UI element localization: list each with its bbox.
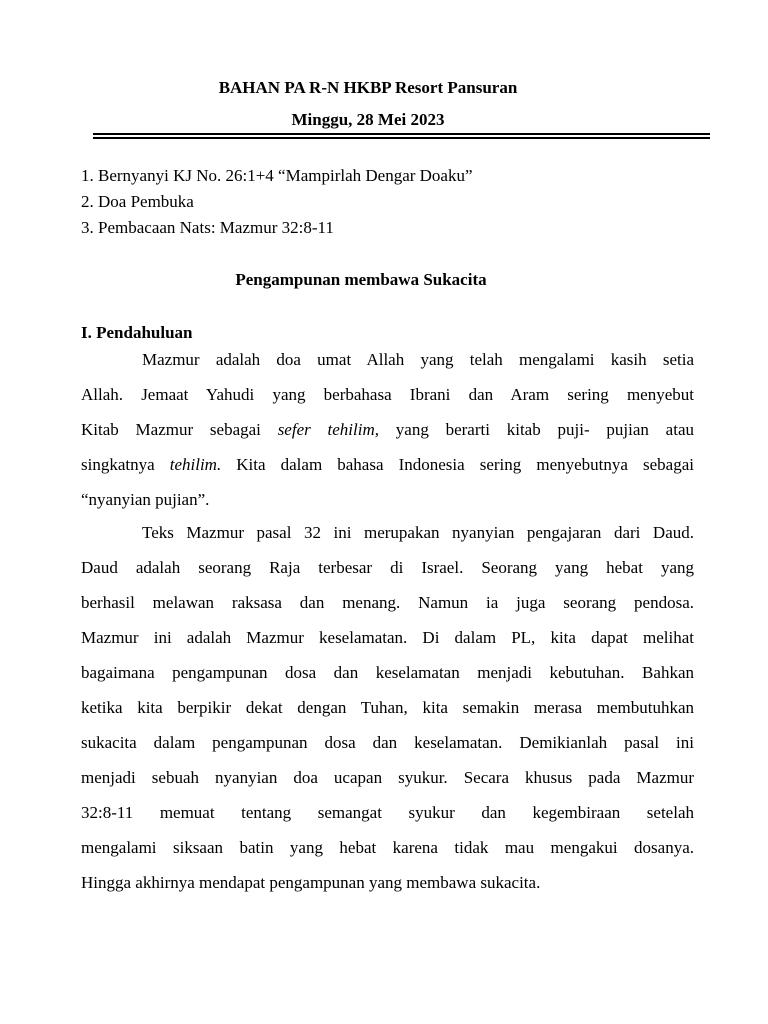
paragraph-introduction-2 [81, 515, 694, 900]
paragraph-line [81, 412, 694, 447]
paragraph-line [81, 447, 694, 482]
paragraph-line: berhasil melawan raksasa dan menang. Namun ia juga seorang pendosa. [81, 593, 694, 612]
text-run: singkatnya [81, 455, 170, 474]
paragraph-line: Daud adalah seorang Raja terbesar di Israel. Seorang yang hebat yang [81, 558, 694, 577]
paragraph-line: ketika kita berpikir dekat dengan Tuhan, kita semakin merasa membutuhkan [81, 698, 694, 717]
italic-term: tehilim. [169, 455, 222, 474]
header-rule-bottom [93, 137, 710, 139]
paragraph-line: “nyanyian pujian”. [81, 490, 210, 509]
paragraph-line: bagaimana pengampunan dosa dan keselamatan menjadi kebutuhan. Bahkan [81, 663, 694, 682]
paragraph-introduction-1 [81, 342, 694, 517]
agenda-item: 2. Doa Pembuka [81, 192, 194, 211]
document-title: BAHAN PA R-N HKBP Resort Pansuran [218, 78, 518, 97]
paragraph-line: sukacita dalam pengampunan dosa dan keselamatan. Demikianlah pasal ini [81, 733, 694, 752]
paragraph-line: Teks Mazmur pasal 32 ini merupakan nyanyian pengajaran dari Daud. [142, 523, 694, 542]
text-run: Kitab Mazmur sebagai [81, 420, 278, 439]
document-date: Minggu, 28 Mei 2023 [291, 110, 445, 129]
text-run: yang berarti kitab puji- pujian atau [378, 420, 694, 439]
paragraph-line: 32:8-11 memuat tentang semangat syukur dan kegembiraan setelah [81, 803, 694, 822]
paragraph-line: menjadi sebuah nyanyian doa ucapan syukur. Secara khusus pada Mazmur [81, 768, 694, 787]
paragraph-line: Mazmur adalah doa umat Allah yang telah mengalami kasih setia [142, 350, 694, 369]
agenda-item: 3. Pembacaan Nats: Mazmur 32:8-11 [81, 218, 334, 237]
paragraph-line: mengalami siksaan batin yang hebat karena tidak mau mengakui dosanya. [81, 838, 694, 857]
theme-title: Pengampunan membawa Sukacita [235, 270, 487, 289]
agenda-list [81, 163, 473, 241]
paragraph-line: Mazmur ini adalah Mazmur keselamatan. Di dalam PL, kita dapat melihat [81, 628, 694, 647]
section-heading: I. Pendahuluan [81, 323, 193, 342]
paragraph-line: Hingga akhirnya mendapat pengampunan yang membawa sukacita. [81, 873, 541, 892]
paragraph-line: Allah. Jemaat Yahudi yang berbahasa Ibrani dan Aram sering menyebut [81, 385, 694, 404]
agenda-item: 1. Bernyanyi KJ No. 26:1+4 “Mampirlah Dengar Doaku” [81, 166, 473, 185]
italic-term: sefer tehilim, [277, 420, 379, 439]
header-rule-top [93, 133, 710, 135]
text-run: Kita dalam bahasa Indonesia sering menyebutnya sebagai [221, 455, 694, 474]
